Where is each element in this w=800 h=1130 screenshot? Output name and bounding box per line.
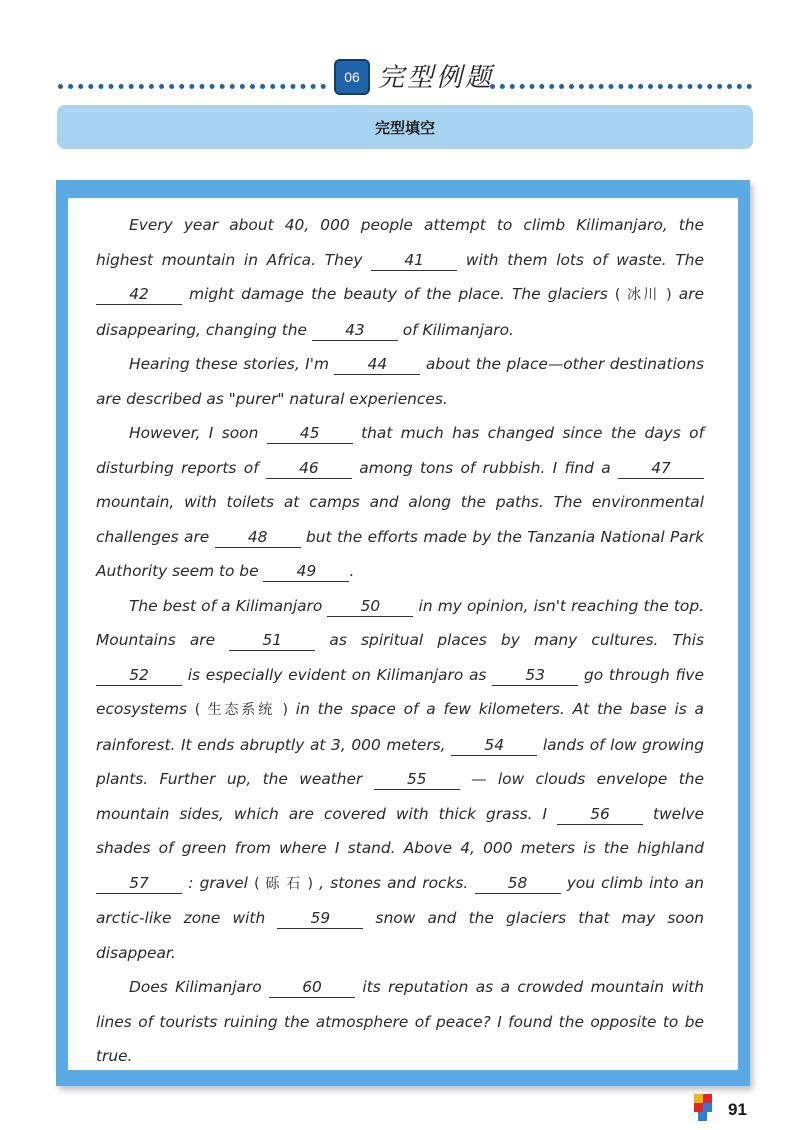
passage-text: that much has changed since the days of disturbing reports of [96, 424, 704, 477]
cloze-passage [96, 208, 704, 1074]
answer-blank: 51 [229, 630, 315, 651]
passage-text: However, I soon [129, 424, 267, 442]
answer-blank: 53 [492, 665, 578, 686]
passage-paragraph [96, 347, 704, 416]
passage-text: , stones and rocks. [312, 873, 475, 892]
passage-paragraph [96, 589, 704, 971]
passage-text: : gravel [182, 873, 255, 892]
passage-text: might damage the beauty of the place. The glaciers [182, 285, 615, 303]
answer-blank: 44 [334, 354, 420, 375]
passage-text: about the place—other destinations are described as "purer" natural experiences. [96, 355, 704, 408]
answer-blank: 41 [371, 250, 457, 271]
chinese-gloss: ( 冰川 ) [614, 287, 672, 303]
answer-blank: 60 [269, 977, 355, 998]
passage-paragraph [96, 416, 704, 589]
answer-blank: 54 [451, 735, 537, 756]
passage-text: . [349, 562, 355, 580]
section-number-badge: 06 [334, 59, 370, 95]
passage-text: lands of low growing plants. Further up, the weather [96, 735, 704, 788]
answer-blank: 55 [374, 769, 460, 790]
answer-blank: 42 [96, 284, 182, 305]
passage-text: mountain, with toilets at camps and along the paths. The environmental challenges are [96, 493, 704, 546]
passage-paragraph [96, 208, 704, 347]
answer-blank: 49 [263, 561, 349, 582]
passage-text: twelve shades of green from where I stand. Above 4, 000 meters is the highland [96, 804, 704, 857]
subtitle-text: 完型填空 [374, 119, 435, 137]
passage-text: as spiritual places by many cultures. This [315, 631, 705, 649]
page-number: 91 [728, 1100, 747, 1119]
passage-text: in the space of a few kilometers. At the base is a rainforest. It ends abruptly at 3, 000 meters, [96, 700, 704, 754]
passage-text: with them lots of waste. The [457, 250, 704, 269]
passage-text: in my opinion, isn't reaching the top. Mountains are [96, 596, 704, 649]
passage-text: snow and the glaciers that may soon disappear. [96, 909, 704, 962]
passage-text: — low clouds envelope the mountain sides, which are covered with thick grass. I [96, 770, 704, 823]
answer-blank: 47 [618, 458, 704, 479]
passage-paragraph [96, 970, 704, 1074]
answer-blank: 52 [96, 665, 182, 686]
answer-blank: 46 [266, 458, 352, 479]
header-dotted-rule-left [58, 84, 326, 89]
answer-blank: 50 [327, 596, 413, 617]
passage-text: among tons of rubbish. I find a [351, 458, 618, 477]
subtitle-bar [57, 105, 753, 149]
answer-blank: 45 [267, 423, 353, 444]
answer-blank: 48 [215, 527, 301, 548]
answer-blank: 56 [557, 804, 643, 825]
answer-blank: 58 [475, 873, 561, 894]
answer-blank: 43 [312, 320, 398, 341]
chinese-gloss: ( 生态系统 ) [194, 702, 289, 718]
passage-text: go through five ecosystems [96, 665, 704, 718]
passage-text: Hearing these stories, I'm [129, 355, 335, 373]
header-dotted-rule-right [490, 84, 752, 89]
passage-text: are disappearing, changing the [96, 285, 704, 339]
passage-text: you climb into an arctic-like zone with [96, 873, 704, 927]
passage-text: of Kilimanjaro. [397, 320, 514, 339]
section-title: 完型例题 [378, 63, 495, 93]
answer-blank: 57 [96, 873, 182, 894]
passage-text: is especially evident on Kilimanjaro as [182, 665, 493, 684]
publisher-logo-icon [690, 1092, 720, 1122]
passage-text: Every year about 40, 000 people attempt to climb Kilimanjaro, the highest mountain in Africa. They [96, 216, 704, 269]
passage-text: but the efforts made by the Tanzania National Park Authority seem to be [96, 527, 704, 580]
passage-text: Does Kilimanjaro [129, 978, 270, 996]
chinese-gloss: ( 砾 石 ) [254, 875, 313, 892]
answer-blank: 59 [277, 908, 363, 929]
passage-text: The best of a Kilimanjaro [129, 596, 328, 615]
passage-text: its reputation as a crowded mountain with lines of tourists ruining the atmosphere of peace? I found the opposite to be true. [96, 978, 705, 1065]
